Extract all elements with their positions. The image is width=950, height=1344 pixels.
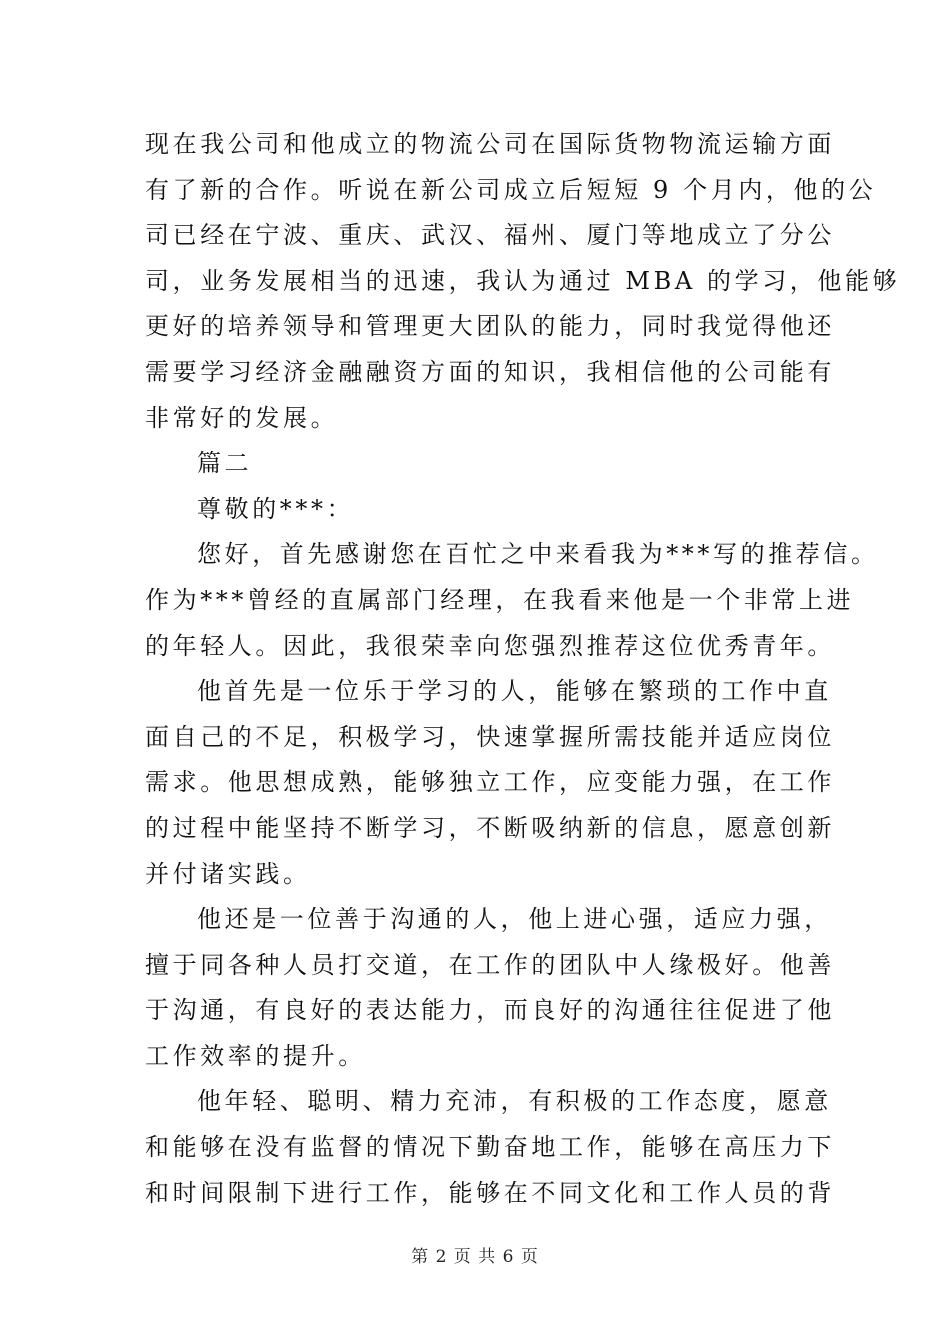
text-line: 的过程中能坚持不断学习，不断吸纳新的信息，愿意创新 bbox=[145, 813, 835, 842]
text-line: 需求。他思想成熟，能够独立工作，应变能力强，在工作 bbox=[145, 768, 835, 797]
text-line: 您好，首先感谢您在百忙之中来看我为***写的推荐信。 bbox=[197, 540, 879, 569]
text-line: 并付诸实践。 bbox=[145, 859, 311, 888]
text-line: 他首先是一位乐于学习的人，能够在繁琐的工作中直 bbox=[197, 677, 832, 706]
text-line: 面自己的不足，积极学习，快速掌握所需技能并适应岗位 bbox=[145, 722, 835, 751]
text-line: 篇二 bbox=[197, 449, 253, 478]
page-number-footer: 第 2 页 共 6 页 bbox=[411, 1247, 539, 1267]
text-line: 有了新的合作。听说在新公司成立后短短 9 个月内，他的公 bbox=[145, 175, 877, 204]
text-line: 尊敬的***： bbox=[197, 494, 355, 523]
text-line: 和时间限制下进行工作，能够在不同文化和工作人员的背 bbox=[145, 1178, 835, 1207]
text-line: 非常好的发展。 bbox=[145, 403, 339, 432]
text-line: 司，业务发展相当的迅速，我认为通过 MBA 的学习，他能够 bbox=[145, 266, 901, 295]
text-line: 他还是一位善于沟通的人，他上进心强，适应力强， bbox=[197, 905, 832, 934]
text-line: 于沟通，有良好的表达能力，而良好的沟通往往促进了他 bbox=[145, 996, 835, 1025]
text-line: 他年轻、聪明、精力充沛，有积极的工作态度，愿意 bbox=[197, 1087, 832, 1116]
text-line: 和能够在没有监督的情况下勤奋地工作，能够在高压力下 bbox=[145, 1133, 835, 1162]
text-line: 现在我公司和他成立的物流公司在国际货物物流运输方面 bbox=[145, 130, 835, 158]
text-line: 的年轻人。因此，我很荣幸向您强烈推荐这位优秀青年。 bbox=[145, 631, 835, 660]
text-line: 更好的培养领导和管理更大团队的能力，同时我觉得他还 bbox=[145, 312, 835, 341]
text-line: 需要学习经济金融融资方面的知识，我相信他的公司能有 bbox=[145, 357, 835, 386]
document-body bbox=[145, 122, 901, 1216]
text-line: 擅于同各种人员打交道，在工作的团队中人缘极好。他善 bbox=[145, 950, 835, 979]
text-line: 作为***曾经的直属部门经理，在我看来他是一个非常上进 bbox=[145, 585, 855, 614]
text-line: 工作效率的提升。 bbox=[145, 1041, 366, 1070]
text-line: 司已经在宁波、重庆、武汉、福州、厦门等地成立了分公 bbox=[145, 221, 835, 250]
